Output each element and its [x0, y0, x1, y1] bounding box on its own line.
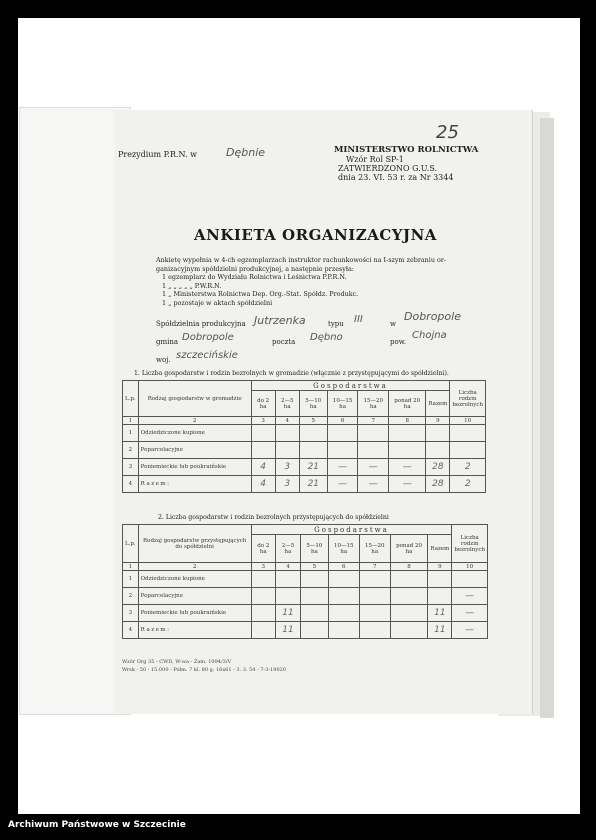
row-cell: —	[452, 622, 488, 639]
row-cell	[359, 588, 390, 605]
row-label: Odziedziczone kupione	[138, 571, 251, 588]
row-cell: 28	[426, 476, 450, 493]
row-cell	[450, 425, 486, 442]
table2-header-group: Gospodarstwa	[251, 525, 452, 535]
row-cell: 28	[426, 459, 450, 476]
table2-num: 8	[390, 563, 428, 571]
gmina-label: gmina	[156, 338, 179, 346]
row-cell: —	[452, 605, 488, 622]
table-row	[123, 622, 488, 639]
print-footer	[122, 658, 286, 674]
form-title: ANKIETA ORGANIZACYJNA	[194, 226, 437, 244]
row-cell	[251, 425, 275, 442]
table2-num: 6	[328, 563, 359, 571]
row-cell: —	[389, 459, 426, 476]
row-cell: 4	[251, 476, 275, 493]
row-cell	[452, 571, 488, 588]
table2-header-col: Liczba rodzin bezrolnych	[452, 525, 488, 563]
row-cell	[275, 425, 299, 442]
table2-header-col: 10—15 ha	[328, 535, 359, 563]
intro-line: 1 egzemplarz do Wydziału Rolnictwa i Leśnictwa P.P.R.N.	[162, 273, 347, 282]
row-cell: 11	[275, 622, 300, 639]
intro-line: Ankietę wypełnia w 4-ch egzemplarzach instruktor rachunkowości na I-szym zebraniu or-	[156, 256, 447, 264]
row-lp: 1	[123, 425, 139, 442]
row-lp: 1	[123, 571, 139, 588]
table-row	[123, 425, 486, 442]
intro-line: 1 „ Ministerstwa Rolnictwa Dep. Org.-Stat. Spółdz. Produkc.	[162, 290, 359, 299]
table2-caption: 2. Liczba gospodarstw i rodzin bezrolnych przystępujących do spółdzielni	[158, 514, 389, 521]
table2-header-col: 2—5 ha	[275, 535, 300, 563]
row-label: Poparcelacyjne	[138, 442, 251, 459]
row-cell	[426, 425, 450, 442]
row-cell: 11	[428, 622, 452, 639]
row-cell	[359, 571, 390, 588]
row-label: Razem:	[138, 622, 251, 639]
row-cell: 4	[251, 459, 275, 476]
intro-line: 1 „ „ „ „ „ P.W.R.N.	[162, 281, 222, 290]
row-cell	[251, 605, 275, 622]
pow-value: Chojna	[412, 330, 447, 341]
table1-header-col: ponad 20 ha	[389, 391, 426, 417]
row-cell	[389, 425, 426, 442]
woj-label: woj.	[156, 356, 171, 364]
row-cell	[327, 442, 358, 459]
print-footer-line: Wzór Org 35 - CWD, W-wa - Zam. 1094/3/V	[122, 659, 232, 665]
row-lp: 2	[123, 588, 139, 605]
row-cell: 21	[299, 459, 327, 476]
table1-num: 3	[251, 417, 275, 425]
spoldzielnia-value: Jutrzenka	[254, 314, 306, 327]
table1-num: 10	[450, 417, 486, 425]
typu-value: III	[354, 314, 363, 325]
table1-header-col: do 2 ha	[251, 391, 275, 417]
table1	[122, 380, 486, 493]
row-label: Poniemieckie lub poukraińskie	[138, 459, 251, 476]
row-cell: 11	[275, 605, 300, 622]
table2-num: 2	[138, 563, 251, 571]
table2	[122, 524, 488, 639]
row-cell	[327, 425, 358, 442]
row-cell	[328, 588, 359, 605]
table-row	[123, 476, 486, 493]
row-cell	[390, 622, 428, 639]
intro-line: ganizacyjnym spółdzielni produkcyjnej, a następnie przesyła:	[156, 264, 354, 273]
row-cell	[275, 442, 299, 459]
row-cell: 3	[275, 476, 299, 493]
row-cell: 2	[450, 476, 486, 493]
print-footer-line: Wrsk - 50 - 15.000 - Półm. 7 kl. 80 g. 16x61 - 3. 3. 54 - 7-3-19020	[122, 667, 286, 673]
poczta-value: Dębno	[310, 332, 343, 343]
document-page	[114, 110, 532, 714]
row-lp: 3	[123, 459, 139, 476]
row-lp: 4	[123, 476, 139, 493]
row-cell	[428, 588, 452, 605]
spoldzielnia-label: Spółdzielnia produkcyjna	[156, 320, 246, 328]
table1-header-group: Gospodarstwa	[251, 381, 450, 391]
row-cell	[251, 588, 275, 605]
page-number-stamp: 25	[436, 122, 459, 143]
table2-header-rodzaj: Rodzaj gospodarstw przystępujących do spółdzielni	[138, 525, 251, 563]
table1-num: 2	[138, 417, 251, 425]
row-cell: —	[327, 459, 358, 476]
row-cell: —	[327, 476, 358, 493]
woj-value: szczecińskie	[176, 350, 238, 361]
table2-header-lp: L.p.	[123, 525, 139, 563]
row-cell	[328, 605, 359, 622]
typu-label: typu	[328, 320, 344, 328]
row-label: Poparcelacyjne	[138, 588, 251, 605]
table1-header-col: Razem	[426, 391, 450, 417]
row-cell	[251, 442, 275, 459]
intro-line: 1 „ pozostaje w aktach spółdzielni	[162, 298, 273, 307]
table1-num: 4	[275, 417, 299, 425]
table1-num: 8	[389, 417, 426, 425]
table1-num: 9	[426, 417, 450, 425]
table1-num: 6	[327, 417, 358, 425]
row-cell	[251, 571, 275, 588]
row-cell	[301, 571, 329, 588]
row-cell	[359, 622, 390, 639]
poczta-label: poczta	[272, 338, 296, 346]
row-cell: —	[389, 476, 426, 493]
row-cell	[390, 571, 428, 588]
table2-num: 3	[251, 563, 275, 571]
sheet-edge-2	[540, 118, 554, 718]
gmina-value: Dobropole	[182, 332, 234, 343]
row-cell	[390, 605, 428, 622]
row-cell: 11	[428, 605, 452, 622]
table2-header-col: do 2 ha	[251, 535, 275, 563]
table2-header-col: 15—20 ha	[359, 535, 390, 563]
table1-header-col: 10—15 ha	[327, 391, 358, 417]
table2-num: 7	[359, 563, 390, 571]
table1-header-col: 2—5 ha	[275, 391, 299, 417]
row-cell	[426, 442, 450, 459]
table2-header-col: 5—10 ha	[301, 535, 329, 563]
table2-num: 1	[123, 563, 139, 571]
ministry-name: MINISTERSTWO ROLNICTWA	[334, 145, 479, 155]
row-cell	[450, 442, 486, 459]
intro-text	[156, 256, 496, 308]
approval-line: ZATWIERDZONO G.U.S.	[338, 164, 438, 173]
row-cell	[389, 442, 426, 459]
table1-header-rodzaj: Rodzaj gospodarstw w gromadzie	[138, 381, 251, 417]
w-label: w	[390, 320, 396, 328]
row-cell	[358, 442, 389, 459]
row-lp: 2	[123, 442, 139, 459]
row-lp: 4	[123, 622, 139, 639]
table-row	[123, 605, 488, 622]
row-cell	[251, 622, 275, 639]
row-cell	[299, 425, 327, 442]
ministry-header	[334, 146, 524, 182]
table-row	[123, 442, 486, 459]
row-label: Poniemieckie lub poukraińskie	[138, 605, 251, 622]
form-code: Wzór Rol SP-1	[346, 155, 404, 164]
row-cell	[301, 605, 329, 622]
archive-label: Archiwum Państwowe w Szczecinie	[8, 820, 186, 830]
table1-num: 1	[123, 417, 139, 425]
approval-date: dnia 23. VI. 53 r. za Nr 3344	[338, 173, 454, 182]
table2-num: 9	[428, 563, 452, 571]
table1-caption: 1. Liczba gospodarstw i rodzin bezrolnych w gromadzie (włącznie z przystępującymi do spółdzielni).	[134, 370, 449, 377]
row-cell	[358, 425, 389, 442]
w-value: Dobropole	[404, 310, 461, 323]
table2-header-col: ponad 20 ha	[390, 535, 428, 563]
row-label: Odziedziczone kupione	[138, 425, 251, 442]
row-cell: —	[358, 459, 389, 476]
row-cell	[299, 442, 327, 459]
table1-num: 7	[358, 417, 389, 425]
row-cell	[301, 588, 329, 605]
row-cell	[328, 571, 359, 588]
table-row	[123, 571, 488, 588]
presidium-handwritten: Dębnie	[226, 146, 266, 159]
table-row	[123, 588, 488, 605]
table1-header-lp: L.p.	[123, 381, 139, 417]
row-cell: —	[452, 588, 488, 605]
row-cell	[328, 622, 359, 639]
row-label: Razem:	[138, 476, 251, 493]
table-row	[123, 459, 486, 476]
table2-num: 10	[452, 563, 488, 571]
table2-num: 4	[275, 563, 300, 571]
row-cell	[359, 605, 390, 622]
table1-num: 5	[299, 417, 327, 425]
row-cell: 3	[275, 459, 299, 476]
row-cell	[428, 571, 452, 588]
row-cell	[390, 588, 428, 605]
table1-header-col: Liczba rodzin bezrolnych	[450, 381, 486, 417]
row-cell	[301, 622, 329, 639]
table1-header-col: 5—10 ha	[299, 391, 327, 417]
row-cell: 21	[299, 476, 327, 493]
table2-num: 5	[301, 563, 329, 571]
row-lp: 3	[123, 605, 139, 622]
row-cell	[275, 588, 300, 605]
row-cell	[275, 571, 300, 588]
pow-label: pow.	[390, 338, 407, 346]
presidium-label: Prezydium P.R.N. w	[118, 150, 197, 159]
row-cell: 2	[450, 459, 486, 476]
table1-header-col: 15—20 ha	[358, 391, 389, 417]
table2-header-col: Razem	[428, 535, 452, 563]
row-cell: —	[358, 476, 389, 493]
